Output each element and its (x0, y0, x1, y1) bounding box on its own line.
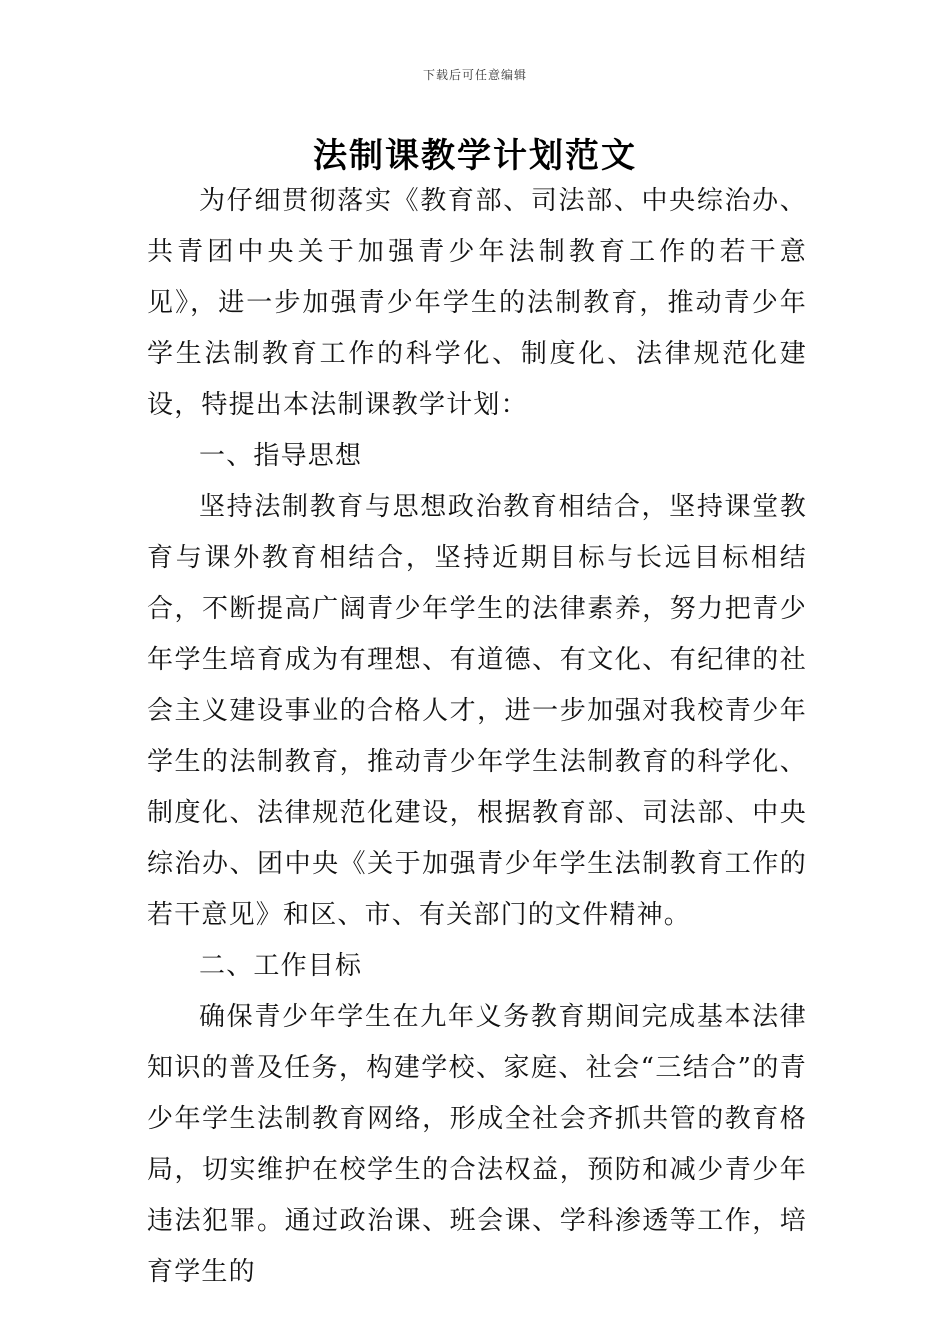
document-body (147, 176, 807, 1298)
section-heading-work-goals: 二、工作目标 (199, 951, 363, 981)
work-goals-paragraph: 确保青少年学生在九年义务教育期间完成基本法律知识的普及任务，构建学校、家庭、社会“三结合”的青少年学生法制教育网络，形成全社会齐抓共管的教育格局，切实维护在校学生的合法权益，预防和减少青少年违法犯罪。通过政治课、班会课、学科渗透等工作，培育学生的 (147, 1002, 807, 1287)
header-note: 下载后可任意编辑 (422, 68, 527, 82)
document-title: 法制课教学计划范文 (313, 136, 637, 176)
intro-paragraph: 为仔细贯彻落实《教育部、司法部、中央综治办、共青团中央关于加强青少年法制教育工作的若干意见》，进一步加强青少年学生的法制教育，推动青少年学生法制教育工作的科学化、制度化、法律规范化建设，特提出本法制课教学计划： (147, 186, 807, 420)
section-heading-guiding-ideology: 一、指导思想 (199, 441, 363, 471)
guiding-ideology-paragraph: 坚持法制教育与思想政治教育相结合，坚持课堂教育与课外教育相结合，坚持近期目标与长远目标相结合，不断提高广阔青少年学生的法律素养，努力把青少年学生培育成为有理想、有道德、有文化、有纪律的社会主义建设事业的合格人才，进一步加强对我校青少年学生的法制教育，推动青少年学生法制教育的科学化、制度化、法律规范化建设，根据教育部、司法部、中央综治办、团中央《关于加强青少年学生法制教育工作的若干意见》和区、市、有关部门的文件精神。 (147, 492, 807, 930)
